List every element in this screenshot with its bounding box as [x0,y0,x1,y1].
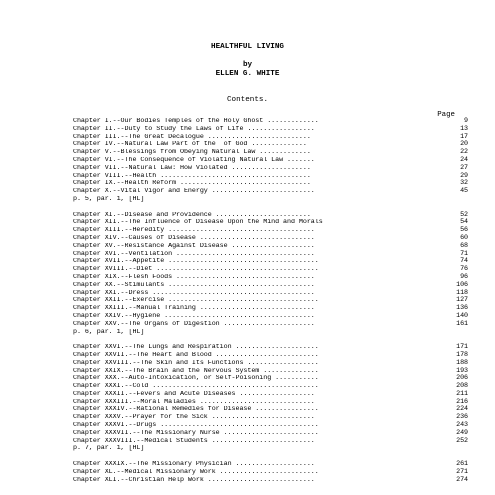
toc-row [73,360,468,368]
toc-entry-text: Chapter XXXI.--Cold .......................................... [73,383,319,391]
toc-row [73,313,468,321]
toc-row [73,282,468,290]
toc-row [73,368,468,376]
toc-entry-text: p. 5, par. 1, [HL] [73,195,145,203]
toc-row [73,157,468,165]
toc-row [73,212,468,220]
toc-row [73,438,468,446]
section-gap [73,204,468,212]
toc-entry-page: 178 [456,350,468,359]
toc-row [73,266,468,274]
toc-row [73,321,468,329]
toc-row [73,297,468,305]
toc-row [73,180,468,188]
toc-row [73,235,468,243]
section-gap [73,336,468,344]
paragraph-reference [73,196,468,204]
toc-entry-page: 9 [464,117,468,125]
toc-entry-text: Chapter XXI.--Dress ......................................... [73,289,315,297]
toc-entry-page: 60 [460,233,468,242]
toc-entry-page: 56 [460,226,468,235]
toc-entry-page: 118 [456,288,468,297]
toc-group-3 [73,344,468,453]
toc-row [73,422,468,430]
toc-entry-text: p. 7, par. 1, [HL] [73,445,145,453]
toc-entry-page: 140 [456,311,468,320]
toc-row [73,227,468,235]
toc-row [73,134,468,142]
author-name: ELLEN G. WHITE [215,70,280,78]
document-title: HEALTHFUL LIVING [211,43,284,51]
toc-entry-text: Chapter XXXVIII.--Medical Students .......................... [73,437,315,445]
toc-entry-page: 52 [460,210,468,219]
toc-entry-page [444,445,468,453]
toc-entry-page: 224 [456,405,468,414]
toc-entry-text: Chapter XXXIII.--Moral Maladies ............................. [73,398,315,406]
toc-row [73,383,468,391]
toc-entry-text: p. 6, par. 1, [HL] [73,328,145,336]
toc-entry-text: Chapter XVII.--Appetite ...................................... [73,258,319,266]
toc-entry-page: 206 [456,374,468,383]
toc-row [73,219,468,227]
toc-entry-page: 193 [456,366,468,375]
toc-entry-page: 96 [460,272,468,281]
toc-row [73,469,468,477]
toc-entry-page: 271 [456,467,468,476]
toc-entry-text: Chapter XXVII.--The Heart and Blood .......................... [73,351,319,359]
toc-row [73,344,468,352]
toc-row [73,406,468,414]
section-gap [73,453,468,461]
toc-entry-text: Chapter XXIII.--Manual Training ............................. [73,305,315,313]
toc-entry-text: Chapter XXIV.--Hygiene ...................................... [73,312,315,320]
toc-row [73,258,468,266]
toc-entry-page: 252 [456,436,468,445]
toc-row [73,414,468,422]
toc-entry-page: 243 [456,421,468,430]
toc-entry-text: Chapter XXXVII.--The Missionary Nurse ........................ [73,429,319,437]
toc-entry-text: Chapter IV.--Natural Law Part of the of God .............. [73,141,307,149]
page-column-header: Page [437,111,455,119]
toc-entry-text: Chapter XXX.--Auto-Intoxication, or Self-Poisoning ........... [73,375,319,383]
toc-entry-page: 74 [460,257,468,266]
toc-row [73,375,468,383]
toc-row [73,165,468,173]
toc-entry-text: Chapter X.--Vital Vigor and Energy .......................... [73,188,315,196]
toc-entry-page: 274 [456,475,468,484]
toc-row [73,251,468,259]
toc-entry-text: Chapter V.--Blessings from Obeying Natural Law ............. [73,149,311,157]
toc-entry-page: 127 [456,296,468,305]
toc-group-4 [73,461,468,484]
toc-entry-text: Chapter XVI.--Ventilation ................................... [73,250,315,258]
toc-entry-page [444,329,468,337]
toc-entry-page: 188 [456,358,468,367]
toc-entry-page [444,196,468,204]
toc-row [73,290,468,298]
toc-entry-page: 68 [460,241,468,250]
toc-entry-page: 71 [460,249,468,258]
toc-row [73,126,468,134]
toc-entry-text: Chapter XVIII.--Diet ......................................... [73,266,319,274]
toc-entry-page: 22 [460,148,468,157]
toc-entry-page: 76 [460,265,468,274]
toc-row [73,305,468,313]
toc-entry-page: 136 [456,304,468,313]
toc-entry-text: Chapter XXXVI.--Drugs ........................................ [73,422,319,430]
toc-row [73,188,468,196]
toc-entry-text: Chapter III.--The Great Decalogue .......................... [73,133,311,141]
toc-row [73,274,468,282]
toc-entry-text: Chapter IX.--Health Reform ................................. [73,180,311,188]
toc-entry-page: 261 [456,460,468,469]
toc-entry-text: Chapter XXXIV.--Rational Remedies for Disease ................ [73,406,319,414]
toc-entry-text: Chapter XIV.--Causes of Disease ............................. [73,234,315,242]
toc-entry-text: Chapter II.--Duty to Study the Laws of Life ................. [73,125,315,133]
toc-entry-page: 27 [460,163,468,172]
toc-entry-text: Chapter XXXIX.--The Missionary Physician .................... [73,461,315,469]
toc-entry-page: 161 [456,319,468,328]
toc-entry-text: Chapter VI.--The Consequence of Violating Natural Law ....... [73,156,315,164]
toc-entry-page: 249 [456,428,468,437]
toc-row [73,118,468,126]
toc-row [73,141,468,149]
toc-row [73,399,468,407]
toc-entry-text: Chapter XL.--Medical Missionary Work ......................... [73,468,319,476]
toc-entry-text: Chapter XLI.--Christian Help Work ........................... [73,476,315,484]
toc-entry-page: 211 [456,389,468,398]
toc-entry-text: Chapter XXXII.--Fevers and Acute Diseases ................... [73,390,315,398]
byline-by: by [242,61,253,69]
toc-entry-text: Chapter I.--Our Bodies Temples of the Holy Ghost ............. [73,118,319,125]
toc-entry-text: Chapter XXVIII.--The Skin and Its Functions .................. [73,359,319,367]
toc-entry-text: Chapter XIII.--Heredity ..................................... [73,227,315,235]
toc-entry-page: 24 [460,155,468,164]
toc-row [73,477,468,485]
toc-row [73,173,468,181]
toc-entry-page: 13 [460,124,468,133]
toc-entry-text: Chapter XXII.--Exercise ...................................... [73,297,319,305]
toc-row [73,352,468,360]
toc-entry-page: 236 [456,413,468,422]
toc-entry-page: 45 [460,187,468,196]
toc-group-2 [73,212,468,337]
toc-group-1 [73,118,468,204]
toc-entry-page: 171 [456,343,468,352]
toc-entry-text: Chapter XIX.--Flesh Foods ................................... [73,273,315,281]
toc-entry-text: Chapter VIII.--Health ...................................... [73,172,311,180]
toc-entry-text: Chapter XXXV.--Prayer for the Sick .......................... [73,414,315,422]
toc-entry-text: Chapter XXVI.--The Lungs and Respiration ..................... [73,344,319,352]
toc-entry-text: Chapter XXIX.--The Brain and the Nervous System .............. [73,367,319,375]
table-of-contents [73,118,468,484]
toc-entry-text: Chapter XI.--Disease and Providence ........................ [73,211,311,219]
toc-row [73,430,468,438]
toc-entry-page: 208 [456,382,468,391]
toc-entry-text: Chapter VII.--Natural Law: How Violated .................... [73,164,311,172]
toc-entry-page: 20 [460,140,468,149]
toc-entry-page: 17 [460,132,468,141]
toc-entry-page: 54 [460,218,468,227]
toc-entry-page: 32 [460,179,468,188]
toc-row [73,391,468,399]
contents-heading: Contents. [226,96,268,104]
toc-entry-text: Chapter XX.--Stimulants ..................................... [73,281,315,289]
toc-row [73,461,468,469]
toc-row [73,149,468,157]
toc-entry-page: 106 [456,280,468,289]
toc-row [73,243,468,251]
toc-entry-text: Chapter XII.--The Influence of Disease Upon the Mind and Morals [73,219,323,227]
paragraph-reference [73,329,468,337]
toc-entry-page: 216 [456,397,468,406]
paragraph-reference [73,445,468,453]
toc-entry-page: 29 [460,171,468,180]
toc-entry-text: Chapter XV.--Resistance Against Disease ..................... [73,242,315,250]
toc-entry-text: Chapter XXV.--The Organs of Digestion ....................... [73,320,315,328]
